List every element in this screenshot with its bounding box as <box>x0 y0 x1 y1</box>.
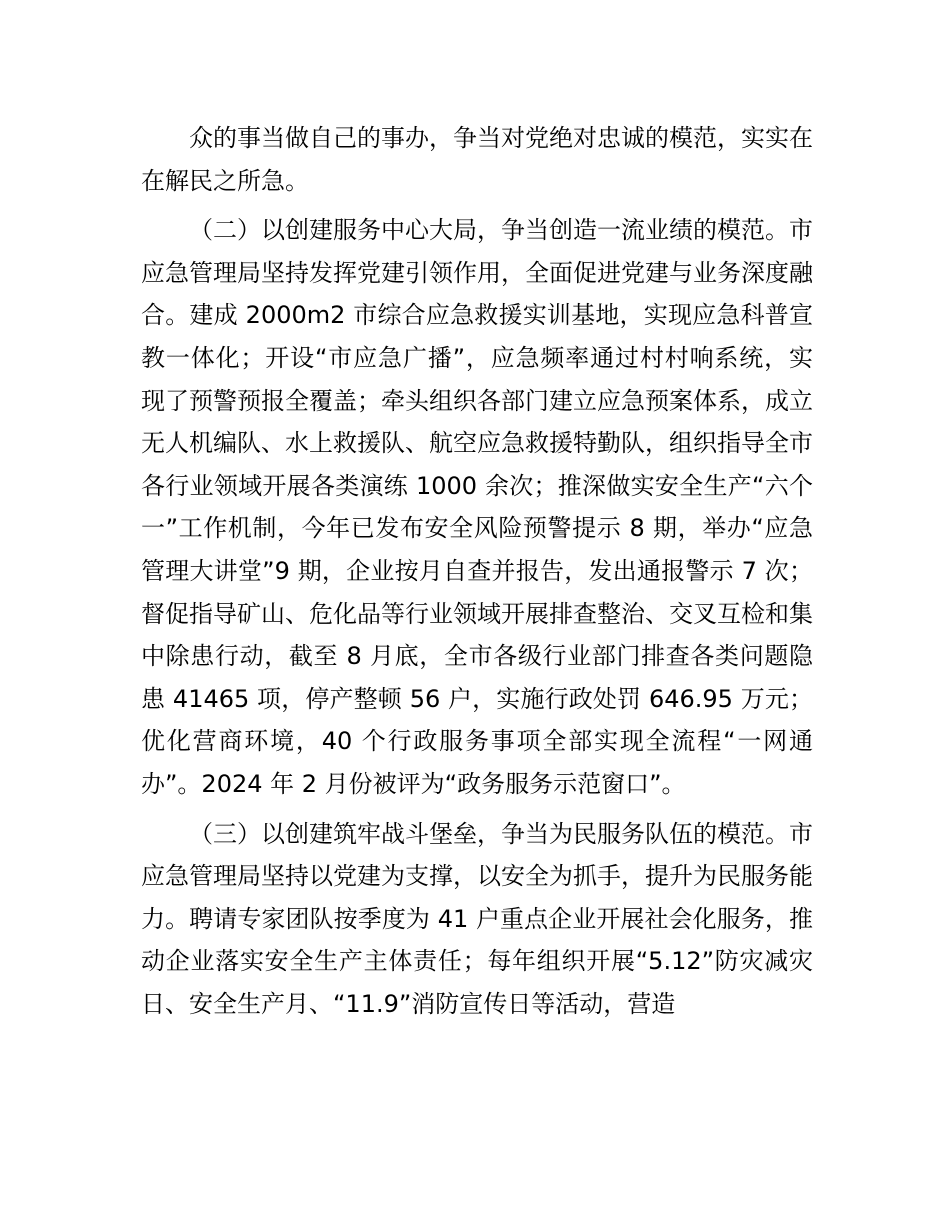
paragraph-section-2 <box>141 209 813 805</box>
paragraph-section-3 <box>141 813 813 1026</box>
paragraph-continuation <box>141 117 813 202</box>
paragraph-text: （三）以创建筑牢战斗堡垒，争当为民服务队伍的模范。市应急管理局坚持以党建为支撑，以安全为抓手，提升为民服务能力。聘请专家团队按季度为 41 户重点企业开展社会化服务，推动企业落实安全生产主体责任；每年组织开展“5.12”防灾减灾日、安全生产月、“11.9”消防宣传日等活动，营造 <box>141 819 813 1018</box>
body-text <box>141 117 813 1025</box>
paragraph-text: （二）以创建服务中心大局，争当创造一流业绩的模范。市应急管理局坚持发挥党建引领作用，全面促进党建与业务深度融合。建成 2000m2 市综合应急救援实训基地，实现应急科普宣教一体化；开设“市应急广播”，应急频率通过村村响系统，实现了预警预报全覆盖；牵头组织各部门建立应急预案体系，成立无人机编队、水上救援队、航空应急救援特勤队，组织指导全市各行业领域开展各类演练 1000 余次；推深做实安全生产“六个一”工作机制，今年已发布安全风险预警提示 8 期，举办“应急管理大讲堂”9 期，企业按月自查并报告，发出通报警示 7 次；督促指导矿山、危化品等行业领域开展排查整治、交叉互检和集中除患行动，截至 8 月底，全市各级行业部门排查各类问题隐患 41465 项，停产整顿 56 户，实施行政处罚 646.95 万元；优化营商环境，40 个行政服务事项全部实现全流程“一网通办”。2024 年 2 月份被评为“政务服务示范窗口”。 <box>141 216 813 798</box>
paragraph-text: 众的事当做自己的事办，争当对党绝对忠诚的模范，实实在在解民之所急。 <box>141 124 813 195</box>
